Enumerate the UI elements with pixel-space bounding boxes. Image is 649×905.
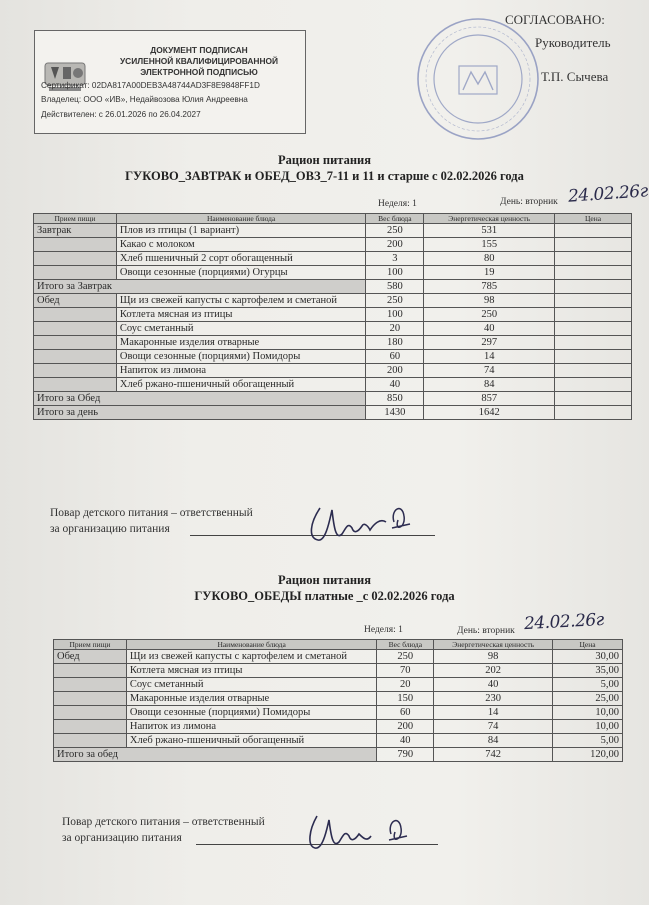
company-logo-icon <box>43 53 87 97</box>
approval-name: Т.П. Сычева <box>541 69 609 84</box>
menu1-weight-cell: 40 <box>366 378 424 392</box>
menu1-weight-cell: 60 <box>366 350 424 364</box>
menu2-dish-cell: Напиток из лимона <box>126 720 376 734</box>
menu1-weight-cell: 100 <box>366 308 424 322</box>
menu2-price-cell: 35,00 <box>553 664 623 678</box>
menu2-energy-cell: 14 <box>434 706 553 720</box>
menu1-weight-cell: 100 <box>366 266 424 280</box>
menu1-weight-cell: 1430 <box>366 406 424 420</box>
menu2-dish-cell: Котлета мясная из птицы <box>126 664 376 678</box>
menu1-dish-cell: Котлета мясная из птицы <box>116 308 366 322</box>
menu2-week: Неделя: 1 <box>364 625 403 635</box>
menu1-weight-cell: 20 <box>366 322 424 336</box>
menu2-energy-cell: 98 <box>434 650 553 664</box>
menu2-energy-cell: 74 <box>434 720 553 734</box>
menu2-dish-row <box>54 720 623 734</box>
menu1-dish-cell: Овощи сезонные (порциями) Огурцы <box>116 266 366 280</box>
menu2-dish-row <box>54 692 623 706</box>
menu1-meal-cell: Обед <box>34 294 117 308</box>
menu1-dish-row <box>34 252 632 266</box>
menu2-dish-row <box>54 678 623 692</box>
menu1-header-energy: Энергетическая ценность <box>424 214 555 224</box>
menu1-dish-cell: Хлеб ржано-пшеничный обогащенный <box>116 378 366 392</box>
menu1-dish-cell: Щи из свежей капусты с картофелем и сметаной <box>116 294 366 308</box>
menu1-dish-cell: Овощи сезонные (порциями) Помидоры <box>116 350 366 364</box>
menu1-total-row <box>34 392 632 406</box>
menu1-week: Неделя: 1 <box>378 199 417 209</box>
menu1-meal-cell <box>34 350 117 364</box>
menu1-price-cell <box>555 252 632 266</box>
menu2-weight-cell: 150 <box>377 692 434 706</box>
menu1-header-dish: Наименование блюда <box>116 214 366 224</box>
menu1-meal-cell <box>34 378 117 392</box>
menu1-weight-cell: 850 <box>366 392 424 406</box>
menu2-table <box>53 639 623 762</box>
menu1-title: Рацион питания <box>278 153 371 167</box>
menu2-cook-line2: за организацию питания <box>62 832 182 844</box>
menu1-dish-row <box>34 364 632 378</box>
menu2-energy-cell: 84 <box>434 734 553 748</box>
menu1-weight-cell: 200 <box>366 364 424 378</box>
menu2-weight-cell: 250 <box>377 650 434 664</box>
menu1-cook-line2: за организацию питания <box>50 523 170 535</box>
menu1-energy-cell: 40 <box>424 322 555 336</box>
menu2-dish-row <box>54 734 623 748</box>
menu1-price-cell <box>555 350 632 364</box>
menu2-dish-row <box>54 706 623 720</box>
menu1-total-row <box>34 406 632 420</box>
menu2-dish-row <box>54 650 623 664</box>
menu1-meal-cell <box>34 336 117 350</box>
menu1-header-weight: Вес блюда <box>366 214 424 224</box>
menu2-header-meal: Прием пищи <box>54 640 127 650</box>
menu1-energy-cell: 155 <box>424 238 555 252</box>
menu1-price-cell <box>555 336 632 350</box>
menu1-price-cell <box>555 378 632 392</box>
menu1-price-cell <box>555 364 632 378</box>
menu1-meal-cell <box>34 238 117 252</box>
menu1-total-label: Итого за день <box>34 406 366 420</box>
menu1-price-cell <box>555 406 632 420</box>
menu2-weight-cell: 790 <box>377 748 434 762</box>
menu1-energy-cell: 19 <box>424 266 555 280</box>
menu2-energy-cell: 742 <box>434 748 553 762</box>
menu1-energy-cell: 98 <box>424 294 555 308</box>
menu1-header-meal: Прием пищи <box>34 214 117 224</box>
menu2-energy-cell: 202 <box>434 664 553 678</box>
signature-title <box>99 45 299 78</box>
menu2-dish-cell: Макаронные изделия отварные <box>126 692 376 706</box>
signature-owner: Владелец: ООО «ИВ», Недайвозова Юлия Андреевна <box>41 95 248 104</box>
menu2-meal-cell <box>54 692 127 706</box>
approval-label: СОГЛАСОВАНО: <box>505 12 605 27</box>
menu2-dish-cell: Щи из свежей капусты с картофелем и сметаной <box>126 650 376 664</box>
menu1-total-label: Итого за Обед <box>34 392 366 406</box>
menu1-energy-cell: 84 <box>424 378 555 392</box>
menu1-header-row <box>34 214 632 224</box>
menu1-energy-cell: 74 <box>424 364 555 378</box>
menu1-dish-row <box>34 238 632 252</box>
menu2-meal-cell <box>54 706 127 720</box>
menu1-energy-cell: 785 <box>424 280 555 294</box>
menu1-dish-row <box>34 322 632 336</box>
menu1-price-cell <box>555 266 632 280</box>
menu2-weight-cell: 60 <box>377 706 434 720</box>
menu2-energy-cell: 230 <box>434 692 553 706</box>
menu2-dish-cell: Хлеб ржано-пшеничный обогащенный <box>126 734 376 748</box>
approval-position: Руководитель <box>535 35 611 50</box>
menu2-day: День: вторник <box>457 626 515 636</box>
menu2-header-energy: Энергетическая ценность <box>434 640 553 650</box>
menu1-energy-cell: 250 <box>424 308 555 322</box>
menu1-total-row <box>34 280 632 294</box>
menu2-weight-cell: 200 <box>377 720 434 734</box>
menu1-dish-cell: Напиток из лимона <box>116 364 366 378</box>
menu2-cook-line1: Повар детского питания – ответственный <box>62 816 265 828</box>
menu1-handwritten-date: 24.02.26г <box>567 181 649 207</box>
menu1-dish-row <box>34 266 632 280</box>
menu2-weight-cell: 20 <box>377 678 434 692</box>
menu1-price-cell <box>555 224 632 238</box>
electronic-signature-block <box>34 30 306 134</box>
menu2-header-row <box>54 640 623 650</box>
menu1-meal-cell: Завтрак <box>34 224 117 238</box>
menu1-handwritten-signature-icon <box>290 488 430 548</box>
organization-stamp-icon <box>413 14 543 144</box>
menu1-dish-cell: Макаронные изделия отварные <box>116 336 366 350</box>
menu1-price-cell <box>555 308 632 322</box>
menu2-meal-cell <box>54 734 127 748</box>
menu1-price-cell <box>555 294 632 308</box>
menu2-handwritten-date: 24.02.26г <box>523 609 605 635</box>
menu1-day: День: вторник <box>500 197 558 207</box>
menu1-price-cell <box>555 238 632 252</box>
menu1-weight-cell: 3 <box>366 252 424 266</box>
menu2-header-weight: Вес блюда <box>377 640 434 650</box>
menu1-weight-cell: 580 <box>366 280 424 294</box>
menu2-price-cell: 5,00 <box>553 678 623 692</box>
menu2-header-price: Цена <box>553 640 623 650</box>
menu2-price-cell: 10,00 <box>553 706 623 720</box>
menu1-dish-row <box>34 336 632 350</box>
menu1-meal-cell <box>34 364 117 378</box>
menu1-dish-cell: Хлеб пшеничный 2 сорт обогащенный <box>116 252 366 266</box>
menu2-weight-cell: 70 <box>377 664 434 678</box>
signature-title-line: УСИЛЕННОЙ КВАЛИФИЦИРОВАННОЙ <box>119 56 279 66</box>
menu2-title: Рацион питания <box>278 573 371 587</box>
menu2-meal-cell: Обед <box>54 650 127 664</box>
menu1-dish-cell: Плов из птицы (1 вариант) <box>116 224 366 238</box>
menu2-handwritten-signature-icon <box>295 798 425 856</box>
menu1-price-cell <box>555 280 632 294</box>
menu2-header-dish: Наименование блюда <box>126 640 376 650</box>
menu2-meal-cell <box>54 664 127 678</box>
menu2-price-cell: 120,00 <box>553 748 623 762</box>
menu1-weight-cell: 200 <box>366 238 424 252</box>
signature-title-line: ЭЛЕКТРОННОЙ ПОДПИСЬЮ <box>140 67 258 77</box>
menu1-table <box>33 213 632 420</box>
menu1-header-price: Цена <box>555 214 632 224</box>
menu2-price-cell: 25,00 <box>553 692 623 706</box>
menu1-energy-cell: 297 <box>424 336 555 350</box>
menu2-meal-cell <box>54 678 127 692</box>
menu1-weight-cell: 250 <box>366 224 424 238</box>
menu1-price-cell <box>555 392 632 406</box>
menu1-subtitle: ГУКОВО_ЗАВТРАК и ОБЕД_ОВЗ_7-11 и 11 и старше с 02.02.2026 года <box>125 169 524 183</box>
menu1-meal-cell <box>34 308 117 322</box>
menu1-cook-line1: Повар детского питания – ответственный <box>50 507 253 519</box>
menu2-price-cell: 10,00 <box>553 720 623 734</box>
menu2-total-label: Итого за обед <box>54 748 377 762</box>
menu1-dish-row <box>34 294 632 308</box>
menu2-energy-cell: 40 <box>434 678 553 692</box>
menu2-dish-cell: Овощи сезонные (порциями) Помидоры <box>126 706 376 720</box>
menu2-total-row <box>54 748 623 762</box>
menu2-meal-cell <box>54 720 127 734</box>
menu2-price-cell: 30,00 <box>553 650 623 664</box>
menu2-subtitle: ГУКОВО_ОБЕДЫ платные _с 02.02.2026 года <box>194 589 455 603</box>
menu1-dish-cell: Соус сметанный <box>116 322 366 336</box>
menu1-meal-cell <box>34 266 117 280</box>
menu1-total-label: Итого за Завтрак <box>34 280 366 294</box>
menu1-energy-cell: 80 <box>424 252 555 266</box>
menu1-energy-cell: 1642 <box>424 406 555 420</box>
menu2-dish-cell: Соус сметанный <box>126 678 376 692</box>
menu1-meal-cell <box>34 252 117 266</box>
menu2-weight-cell: 40 <box>377 734 434 748</box>
signature-validity: Действителен: с 26.01.2026 по 26.04.2027 <box>41 110 201 119</box>
menu1-price-cell <box>555 322 632 336</box>
menu2-dish-row <box>54 664 623 678</box>
signature-certificate: Сертификат: 02DA817A00DEB3A48744AD3F8E9848FF1D <box>41 81 260 90</box>
menu1-energy-cell: 14 <box>424 350 555 364</box>
menu2-price-cell: 5,00 <box>553 734 623 748</box>
signature-title-line: ДОКУМЕНТ ПОДПИСАН <box>150 45 248 55</box>
menu1-dish-row <box>34 350 632 364</box>
menu1-dish-row <box>34 308 632 322</box>
menu1-meal-cell <box>34 322 117 336</box>
menu1-dish-row <box>34 378 632 392</box>
menu1-weight-cell: 180 <box>366 336 424 350</box>
menu1-energy-cell: 531 <box>424 224 555 238</box>
menu1-dish-cell: Какао с молоком <box>116 238 366 252</box>
menu1-energy-cell: 857 <box>424 392 555 406</box>
menu1-dish-row <box>34 224 632 238</box>
menu1-weight-cell: 250 <box>366 294 424 308</box>
